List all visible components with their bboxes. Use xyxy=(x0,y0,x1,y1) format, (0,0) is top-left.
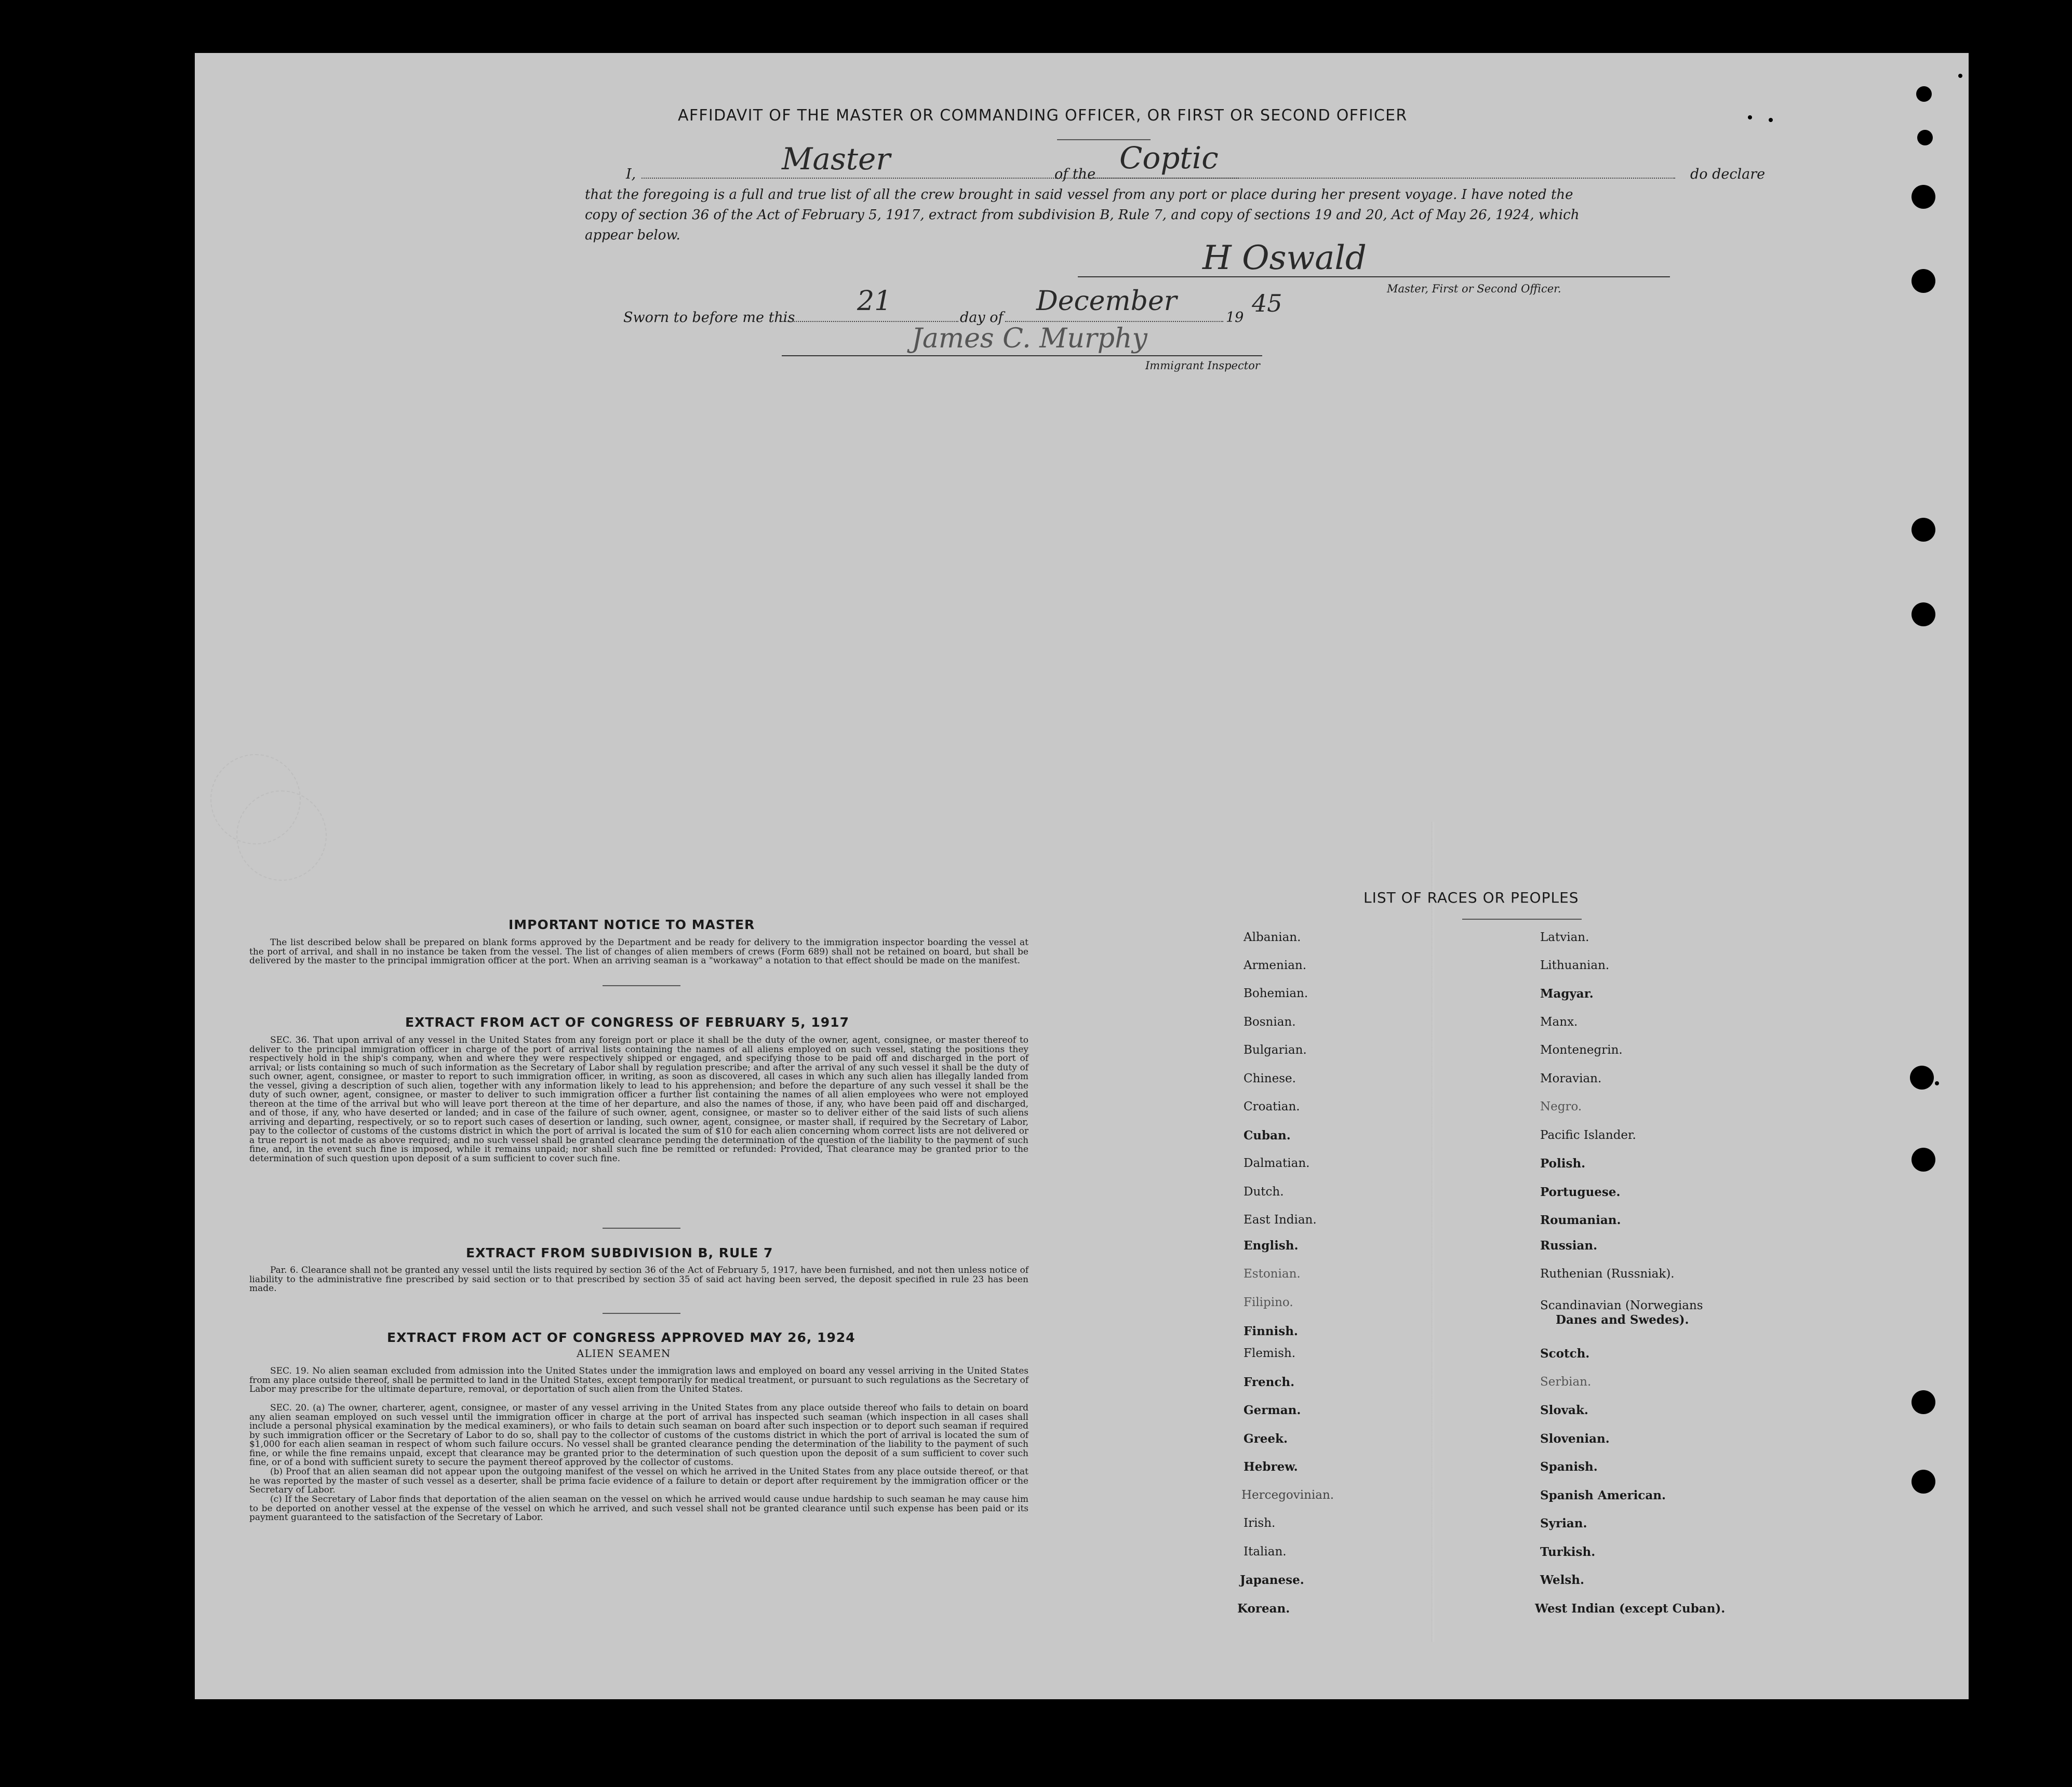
race-left: German. xyxy=(1244,1403,1301,1417)
filled-month: December xyxy=(1036,286,1177,317)
binder-hole xyxy=(1911,1470,1935,1494)
race-right: Magyar. xyxy=(1540,987,1594,1001)
inspector-signature: James C. Murphy xyxy=(912,323,1147,354)
day-blank xyxy=(782,321,958,322)
race-left: Croatian. xyxy=(1244,1100,1300,1113)
month-blank xyxy=(1005,321,1223,322)
race-right: Roumanian. xyxy=(1540,1213,1621,1227)
race-right: Spanish American. xyxy=(1540,1488,1666,1502)
extract-1924-sec20b: (b) Proof that an alien seaman did not appear upon the outgoing manifest of the vessel on which he arrived in the United States from any place outside thereof, or that he was reported by the master of such vessel as a deserter, shall be prima facie evidence of a failure to detain or deport after requirement by the immigration officer or the Secretary of Labor. xyxy=(249,1467,1028,1495)
race-left: Irish. xyxy=(1244,1516,1276,1530)
master-signature: H Oswald xyxy=(1202,239,1367,277)
race-left: Bohemian. xyxy=(1244,987,1308,1000)
race-left: English. xyxy=(1244,1239,1299,1253)
affidavit-line: that the foregoing is a full and true list of all the crew brought in said vessel from any port or place during her present voyage. I have noted the xyxy=(585,187,1573,203)
speck xyxy=(1935,1081,1939,1085)
race-right: Ruthenian (Russniak). xyxy=(1540,1267,1675,1281)
extract-1924-title: EXTRACT FROM ACT OF CONGRESS APPROVED MAY 26, 1924 xyxy=(387,1330,855,1345)
race-left: Korean. xyxy=(1237,1602,1290,1616)
race-right: Turkish. xyxy=(1540,1545,1596,1559)
sworn-label: Sworn to before me this xyxy=(623,310,795,326)
divider xyxy=(603,1228,680,1229)
extract-1924-subtitle: ALIEN SEAMEN xyxy=(577,1347,671,1360)
race-right: Negro. xyxy=(1540,1100,1582,1113)
affidavit-title: AFFIDAVIT OF THE MASTER OR COMMANDING OFFICER, OR FIRST OR SECOND OFFICER xyxy=(678,106,1408,125)
race-left: Italian. xyxy=(1244,1545,1287,1558)
race-right: West Indian (except Cuban). xyxy=(1535,1602,1726,1616)
divider xyxy=(603,985,680,986)
race-right: Slovenian. xyxy=(1540,1432,1610,1446)
binder-hole xyxy=(1911,602,1935,626)
extract-1917-title: EXTRACT FROM ACT OF CONGRESS OF FEBRUARY 5, 1917 xyxy=(405,1015,849,1030)
speck xyxy=(1958,74,1962,78)
race-right: Danes and Swedes). xyxy=(1556,1313,1689,1327)
race-right: Montenegrin. xyxy=(1540,1043,1623,1057)
race-left: Finnish. xyxy=(1244,1324,1298,1338)
speck xyxy=(1748,115,1752,119)
race-right: Spanish. xyxy=(1540,1460,1598,1474)
race-left: French. xyxy=(1244,1375,1295,1389)
speck xyxy=(1769,118,1773,122)
race-left: Bosnian. xyxy=(1244,1015,1296,1029)
divider xyxy=(1462,919,1582,920)
day-label: day of xyxy=(960,310,1004,326)
binder-hole xyxy=(1911,1148,1935,1172)
race-left: Dutch. xyxy=(1244,1185,1284,1199)
vessel-blank xyxy=(1093,178,1675,179)
filled-day: 21 xyxy=(857,286,892,317)
race-right: Moravian. xyxy=(1540,1072,1602,1085)
filled-name: Master xyxy=(782,141,891,177)
race-right: Polish. xyxy=(1540,1157,1586,1171)
signature-caption: Master, First or Second Officer. xyxy=(1387,283,1561,295)
race-left: Greek. xyxy=(1244,1432,1288,1446)
race-left: Bulgarian. xyxy=(1244,1043,1307,1057)
affidavit-i-label: I, xyxy=(626,166,636,182)
race-left: Albanian. xyxy=(1244,931,1301,944)
manifest-page xyxy=(195,53,1969,1699)
race-left: Estonian. xyxy=(1244,1267,1301,1281)
race-right: Scandinavian (Norwegians xyxy=(1540,1299,1703,1312)
races-title: LIST OF RACES OR PEOPLES xyxy=(1363,889,1579,906)
race-left: Japanese. xyxy=(1240,1573,1304,1587)
extract-rule7-body: Par. 6. Clearance shall not be granted any vessel until the lists required by section 36 of the Act of February 5, 1917, have been furnished, and not then unless notice of liability to the administrative fine prescribed by said section or to that prescribed by section 35 of said act having been served, the deposit specified in rule 23 has been made. xyxy=(249,1265,1028,1294)
race-left: East Indian. xyxy=(1244,1213,1317,1227)
race-right: Lithuanian. xyxy=(1540,959,1610,972)
binder-hole xyxy=(1910,1066,1934,1090)
race-left: Cuban. xyxy=(1244,1128,1291,1143)
race-left: Filipino. xyxy=(1244,1296,1293,1309)
inspector-caption: Immigrant Inspector xyxy=(1145,359,1260,372)
affidavit-of-the: of the xyxy=(1054,166,1096,182)
inspector-line xyxy=(782,355,1262,356)
race-right: Scotch. xyxy=(1540,1347,1590,1361)
race-right: Latvian. xyxy=(1540,931,1589,944)
extract-1917-body: SEC. 36. That upon arrival of any vessel in the United States from any foreign port or place it shall be the duty of the owner, agent, consignee, or master thereof to deliver to the principal immigration officer in charge of the port of arrival lists containing the names of all aliens employed on such vessel, stating the positions they respectively hold in the ship's company, when and where they were respectively shipped or engaged, and specifying those to be paid off and discharged in the port of arrival; or lists containing so much of such information as the Secretary of Labor shall by regulation prescribe; and after the arrival of any such vessel it shall be the duty of such owner, agent, consignee, or master to report to such immigration officer, in writing, as soon as discovered, all cases in which any such alien has illegally landed from the vessel, giving a description of such alien, together with any information likely to lead to his apprehension; and before the departure of any such vessel it shall be the duty of such owner, agent, consignee, or master to deliver to such immigration officer a further list containing the names of all alien employees who were not employed thereon at the time of the arrival but who will leave port thereon at the time of her departure, and also the names of those, if any, who have been paid off and discharged, and of those, if any, who have deserted or landed; and in case of the failure of such owner, agent, consignee, or master so to deliver either of the said lists of such aliens arriving and departing, respectively, or so to report such cases of desertion or landing, such owner, agent, consignee, or master shall, if required by the Secretary of Labor, pay to the collector of customs of the customs district in which the port of arrival is located the sum of $10 for each alien concerning whom correct lists are not delivered or a true report is not made as above required; and no such vessel shall be granted clearance pending the determination of the question of the liability to the payment of such fine, and, in the event such fine is imposed, while it remains unpaid; nor shall such fine be remitted or refunded: Provided, That clearance may be granted prior to the determination of such question upon deposit of a sum sufficient to cover such fine. xyxy=(249,1035,1028,1164)
race-left: Flemish. xyxy=(1244,1347,1296,1360)
race-left: Chinese. xyxy=(1244,1072,1296,1085)
race-right: Slovak. xyxy=(1540,1403,1588,1417)
race-left: Dalmatian. xyxy=(1244,1157,1310,1170)
binder-hole xyxy=(1916,86,1932,102)
race-right: Syrian. xyxy=(1540,1516,1587,1530)
extract-1924-sec20a: SEC. 20. (a) The owner, charterer, agent, consignee, or master of any vessel arriving in the United States from any place outside thereof who fails to detain on board any alien seaman employed on such vessel until the immigration officer in charge at the port of arrival has inspected such seaman (which inspection in all cases shall include a personal physical examination by the medical examiners), or who fails to detain such seaman on board after such inspection or to deport such seaman if required by such immigration officer or the Secretary of Labor to do so, shall pay to the collector of customs of the customs district in which the port of arrival is located the sum of $1,000 for each alien seaman in respect of whom such failure occurs. No vessel shall be granted clearance pending the determination of the liability to the payment of such fine, or while the fine remains unpaid, except that clearance may be granted prior to the determination of such question upon the deposit of a sum sufficient to cover such fine, or of a bond with sufficient surety to secure the payment thereof approved by the collector of customs. xyxy=(249,1403,1028,1468)
race-right: Serbian. xyxy=(1540,1375,1592,1389)
race-right: Russian. xyxy=(1540,1239,1598,1253)
race-left: Hebrew. xyxy=(1244,1460,1298,1474)
binder-hole xyxy=(1911,185,1935,209)
affidavit-line: copy of section 36 of the Act of February 5, 1917, extract from subdivision B, Rule 7, and copy of sections 19 and 20, Act of May 26, 1924, which xyxy=(585,207,1580,223)
year-prefix: 19 xyxy=(1226,310,1244,326)
faded-stamp xyxy=(236,790,327,881)
paper-crease xyxy=(1431,822,1434,1642)
race-right: Manx. xyxy=(1540,1015,1578,1029)
race-left: Armenian. xyxy=(1244,959,1307,972)
extract-1924-sec20c: (c) If the Secretary of Labor finds that deportation of the alien seaman on the vessel on which he arrived would cause undue hardship to such seaman he may cause him to be deported on another vessel at the expense of the vessel on which he arrived, and such vessel shall not be granted clearance until such expense has been paid or its payment guaranteed to the satisfaction of the Secretary of Labor. xyxy=(249,1494,1028,1523)
race-right: Portuguese. xyxy=(1540,1185,1621,1199)
race-left: Hercegovinian. xyxy=(1241,1488,1334,1502)
binder-hole xyxy=(1911,1390,1935,1414)
notice-body: The list described below shall be prepared on blank forms approved by the Department and be ready for delivery to the immigration inspector boarding the vessel at the port of arrival, and shall in no instance be taken from the vessel. The list of changes of alien members of crews (Form 689) shall not be retained on board, but shall be delivered by the master to the principal immigration officer at the port. When an arriving seaman is a "workaway" a notation to that effect should be made on the manifest. xyxy=(249,937,1028,966)
affidavit-line: appear below. xyxy=(585,227,680,243)
extract-1924-sec19: SEC. 19. No alien seaman excluded from admission into the United States under the immigration laws and employed on board any vessel arriving in the United States from any place outside thereof, shall be permitted to land in the United States, except temporarily for medical treatment, or pursuant to such regulations as the Secretary of Labor may prescribe for the ultimate departure, removal, or deportation of such alien from the United States. xyxy=(249,1366,1028,1394)
binder-hole xyxy=(1911,518,1935,542)
binder-hole xyxy=(1917,130,1933,145)
notice-title: IMPORTANT NOTICE TO MASTER xyxy=(509,917,755,932)
race-right: Welsh. xyxy=(1540,1573,1585,1587)
signature-line xyxy=(1078,276,1670,277)
binder-hole xyxy=(1911,269,1935,293)
filled-year: 45 xyxy=(1252,289,1282,317)
affidavit-do-declare: do declare xyxy=(1690,166,1766,182)
filled-vessel: Coptic xyxy=(1119,140,1219,176)
divider xyxy=(603,1313,680,1314)
extract-rule7-title: EXTRACT FROM SUBDIVISION B, RULE 7 xyxy=(466,1245,773,1260)
race-right: Pacific Islander. xyxy=(1540,1128,1636,1142)
